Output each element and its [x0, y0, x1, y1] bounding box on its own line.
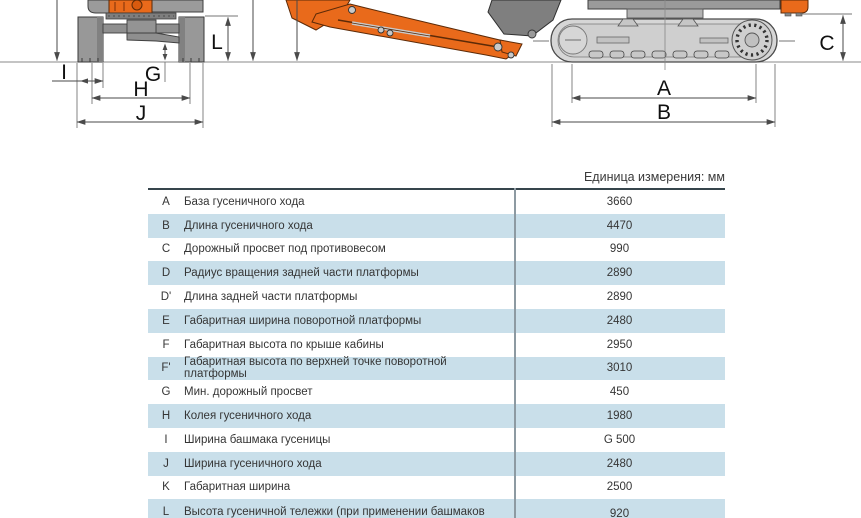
dim-label: Габаритная ширина	[184, 481, 291, 494]
dim-key: F'	[161, 362, 171, 375]
dim-label: Мин. дорожный просвет	[184, 386, 313, 399]
table-row	[148, 190, 725, 214]
engine-detail	[132, 0, 142, 10]
dimension-diagram	[0, 0, 861, 150]
table-row	[148, 499, 725, 518]
dim-label-L: L	[211, 31, 223, 54]
table-row	[148, 238, 725, 262]
left-fender	[88, 0, 110, 13]
dim-label: Габаритная ширина поворотной платформы	[184, 314, 422, 327]
dim-key: K	[162, 481, 170, 494]
table-row	[148, 452, 725, 476]
table-row	[148, 476, 725, 500]
dim-value: 990	[609, 243, 630, 256]
dim-value: 2480	[606, 314, 633, 327]
dim-key: B	[162, 219, 170, 232]
table-row	[148, 261, 725, 285]
dim-label-G: G	[144, 63, 162, 86]
counterweight	[781, 0, 808, 13]
dim-label-J: J	[135, 102, 147, 125]
dim-key: E	[162, 314, 170, 327]
dim-label-I: I	[61, 61, 67, 84]
dim-label-H: H	[133, 78, 149, 101]
dim-value: 2890	[606, 267, 633, 280]
dim-value: 3660	[606, 195, 633, 208]
dim-value: G 500	[603, 433, 636, 446]
front-view	[78, 0, 204, 62]
dim-value: 1980	[606, 410, 633, 423]
dim-value: 4470	[606, 219, 633, 232]
platform-underside	[588, 0, 780, 9]
column-divider	[514, 188, 516, 518]
track-view	[533, 0, 808, 70]
bucket	[488, 0, 561, 36]
dim-key: C	[161, 243, 171, 256]
dim-value: 920	[609, 508, 630, 518]
dim-key: A	[162, 195, 170, 208]
dim-label: Ширина башмака гусеницы	[184, 433, 331, 446]
table-row	[148, 380, 725, 404]
dim-value: 450	[609, 386, 630, 399]
dim-value: 2950	[606, 338, 633, 351]
dim-label: Колея гусеничного хода	[184, 410, 312, 423]
dim-key: J	[163, 457, 169, 470]
dim-label: Ширина гусеничного хода	[184, 457, 322, 470]
dim-value: 2890	[606, 291, 633, 304]
dim-key: D'	[160, 291, 172, 304]
dim-key: D	[161, 267, 171, 280]
dim-label: Длина задней части платформы	[184, 291, 358, 304]
right-fender	[150, 0, 203, 12]
dim-value: 2500	[606, 481, 633, 494]
dim-label: Высота гусеничной тележки (при применении башмаков	[184, 506, 485, 518]
table-row	[148, 404, 725, 428]
dim-label-C: C	[819, 32, 835, 55]
table-row	[148, 357, 725, 381]
arm-view	[286, 0, 561, 59]
table-row	[148, 428, 725, 452]
dim-label: Длина гусеничного хода	[184, 219, 313, 232]
dimension-G	[163, 44, 168, 83]
swing-bearing	[106, 13, 176, 19]
lower-cross-beam	[127, 33, 179, 43]
dim-value: 3010	[606, 362, 633, 375]
dim-key: H	[161, 410, 171, 423]
units-note: Единица измерения: мм	[583, 170, 725, 184]
stick-arm	[312, 4, 516, 59]
spec-table	[148, 188, 725, 518]
dim-label: Габаритная высота по верхней точке поворотной платформы	[184, 356, 447, 381]
dim-label-B: B	[656, 101, 672, 124]
dim-key: L	[162, 506, 170, 518]
dim-key: I	[164, 433, 168, 446]
table-row	[148, 333, 725, 357]
dim-key: F	[162, 338, 170, 351]
table-row	[148, 214, 725, 238]
dim-label: Радиус вращения задней части платформы	[184, 267, 419, 280]
dimension-I	[52, 78, 103, 83]
dim-label: Дорожный просвет под противовесом	[184, 243, 386, 256]
table-row	[148, 309, 725, 333]
dim-value: 2480	[606, 457, 633, 470]
dim-label: Габаритная высота по крыше кабины	[184, 338, 384, 351]
spec-table-rows	[148, 190, 725, 518]
table-row	[148, 285, 725, 309]
dim-key: G	[161, 386, 171, 399]
dim-label: База гусеничного хода	[184, 195, 305, 208]
dim-label-A: A	[656, 77, 672, 100]
